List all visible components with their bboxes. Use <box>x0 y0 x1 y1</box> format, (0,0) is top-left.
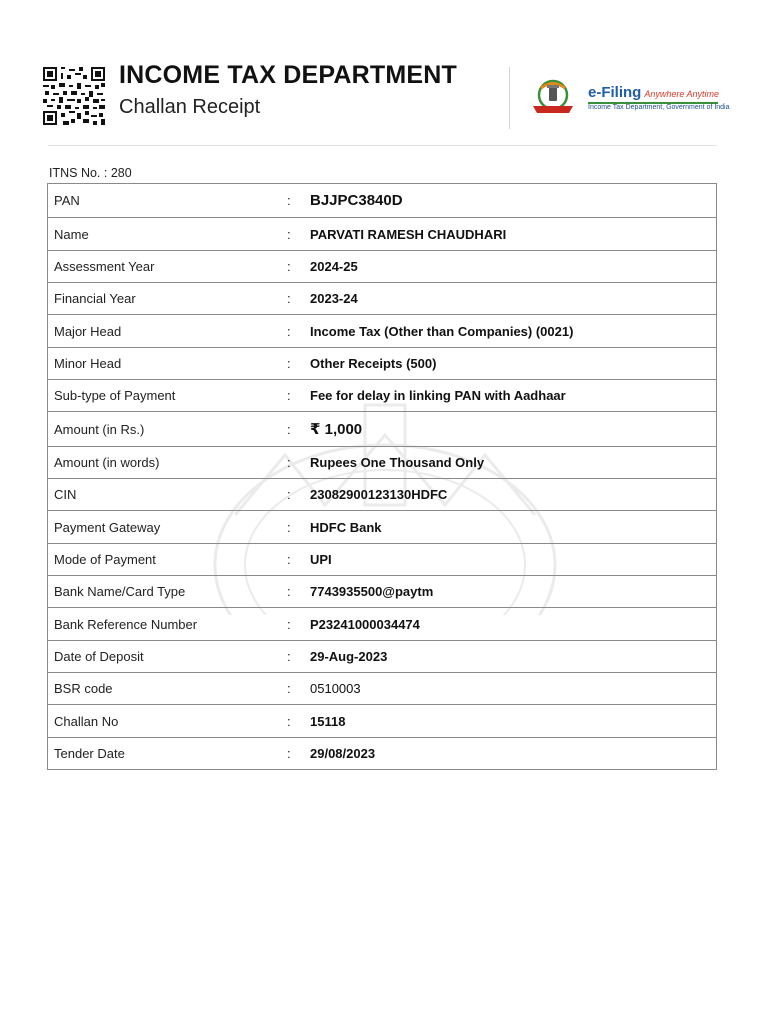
table-row <box>48 479 716 511</box>
efiling-logo <box>588 84 719 102</box>
row-label: Sub-type of Payment <box>54 388 176 403</box>
efiling-tagline: Anywhere Anytime <box>644 89 720 99</box>
qr-code-icon <box>43 67 105 125</box>
receipt-title: Challan Receipt <box>119 96 261 118</box>
row-value: PARVATI RAMESH CHAUDHARI <box>310 226 507 242</box>
row-value: 0510003 <box>310 681 361 696</box>
row-value: 29/08/2023 <box>310 746 376 761</box>
row-separator: : <box>287 746 291 761</box>
header <box>0 0 768 146</box>
row-separator: : <box>287 519 291 535</box>
row-label: Amount (in words) <box>54 455 160 470</box>
table-row <box>48 380 716 412</box>
row-label: Assessment Year <box>54 259 155 274</box>
row-separator: : <box>287 226 291 242</box>
row-value: UPI <box>310 552 332 567</box>
table-row <box>48 348 716 380</box>
row-value: 2024-25 <box>310 259 358 274</box>
row-label: Challan No <box>54 713 119 729</box>
row-separator: : <box>287 193 291 208</box>
table-row <box>48 251 716 283</box>
row-label: Mode of Payment <box>54 552 156 567</box>
row-separator: : <box>287 616 291 632</box>
row-value: 29-Aug-2023 <box>310 649 388 664</box>
itns-number: ITNS No. : 280 <box>49 166 132 180</box>
row-label: Date of Deposit <box>54 649 144 664</box>
row-label: Financial Year <box>54 291 136 306</box>
row-value: HDFC Bank <box>310 519 382 535</box>
row-value: BJJPC3840D <box>310 192 403 209</box>
row-separator: : <box>287 713 291 729</box>
department-title: INCOME TAX DEPARTMENT <box>119 61 457 89</box>
row-value: Other Receipts (500) <box>310 356 437 371</box>
row-value: Income Tax (Other than Companies) (0021) <box>310 323 574 339</box>
row-label: Payment Gateway <box>54 519 161 535</box>
receipt-table <box>47 183 717 770</box>
row-value: 7743935500@paytm <box>310 584 434 599</box>
row-separator: : <box>287 421 291 437</box>
row-label: Tender Date <box>54 746 125 761</box>
efiling-subtext: Income Tax Department, Government of India <box>588 104 730 111</box>
table-row <box>48 412 716 447</box>
row-value: Fee for delay in linking PAN with Aadhaar <box>310 388 566 403</box>
row-separator: : <box>287 487 291 502</box>
row-separator: : <box>287 681 291 696</box>
table-row <box>48 544 716 576</box>
row-separator: : <box>287 552 291 567</box>
row-label: BSR code <box>54 681 113 696</box>
row-separator: : <box>287 259 291 274</box>
row-value: Rupees One Thousand Only <box>310 455 485 470</box>
row-value: P23241000034474 <box>310 616 420 632</box>
row-label: Minor Head <box>54 356 122 371</box>
table-row <box>48 608 716 641</box>
table-row <box>48 511 716 544</box>
table-row <box>48 705 716 738</box>
table-row <box>48 447 716 479</box>
row-separator: : <box>287 388 291 403</box>
row-label: Bank Reference Number <box>54 616 198 632</box>
table-row <box>48 576 716 608</box>
table-row <box>48 641 716 673</box>
row-label: Bank Name/Card Type <box>54 584 186 599</box>
table-row <box>48 315 716 348</box>
row-label: Major Head <box>54 323 122 339</box>
row-separator: : <box>287 323 291 339</box>
row-label: Name <box>54 226 89 242</box>
header-separator <box>48 145 717 146</box>
row-separator: : <box>287 584 291 599</box>
table-row <box>48 738 716 770</box>
row-value: 15118 <box>310 713 346 729</box>
row-label: CIN <box>54 487 77 502</box>
row-separator: : <box>287 356 291 371</box>
table-row <box>48 673 716 705</box>
table-row <box>48 283 716 315</box>
efiling-brand: e-Filing <box>588 84 642 101</box>
row-separator: : <box>287 455 291 470</box>
header-divider <box>509 67 510 129</box>
row-label: PAN <box>54 193 80 208</box>
row-label: Amount (in Rs.) <box>54 421 145 437</box>
row-separator: : <box>287 291 291 306</box>
table-row <box>48 218 716 251</box>
national-emblem-icon <box>531 78 585 118</box>
row-value: 2023-24 <box>310 291 358 306</box>
row-value: ₹ 1,000 <box>310 421 363 438</box>
table-row <box>48 184 716 218</box>
row-value: 23082900123130HDFC <box>310 487 448 502</box>
row-separator: : <box>287 649 291 664</box>
